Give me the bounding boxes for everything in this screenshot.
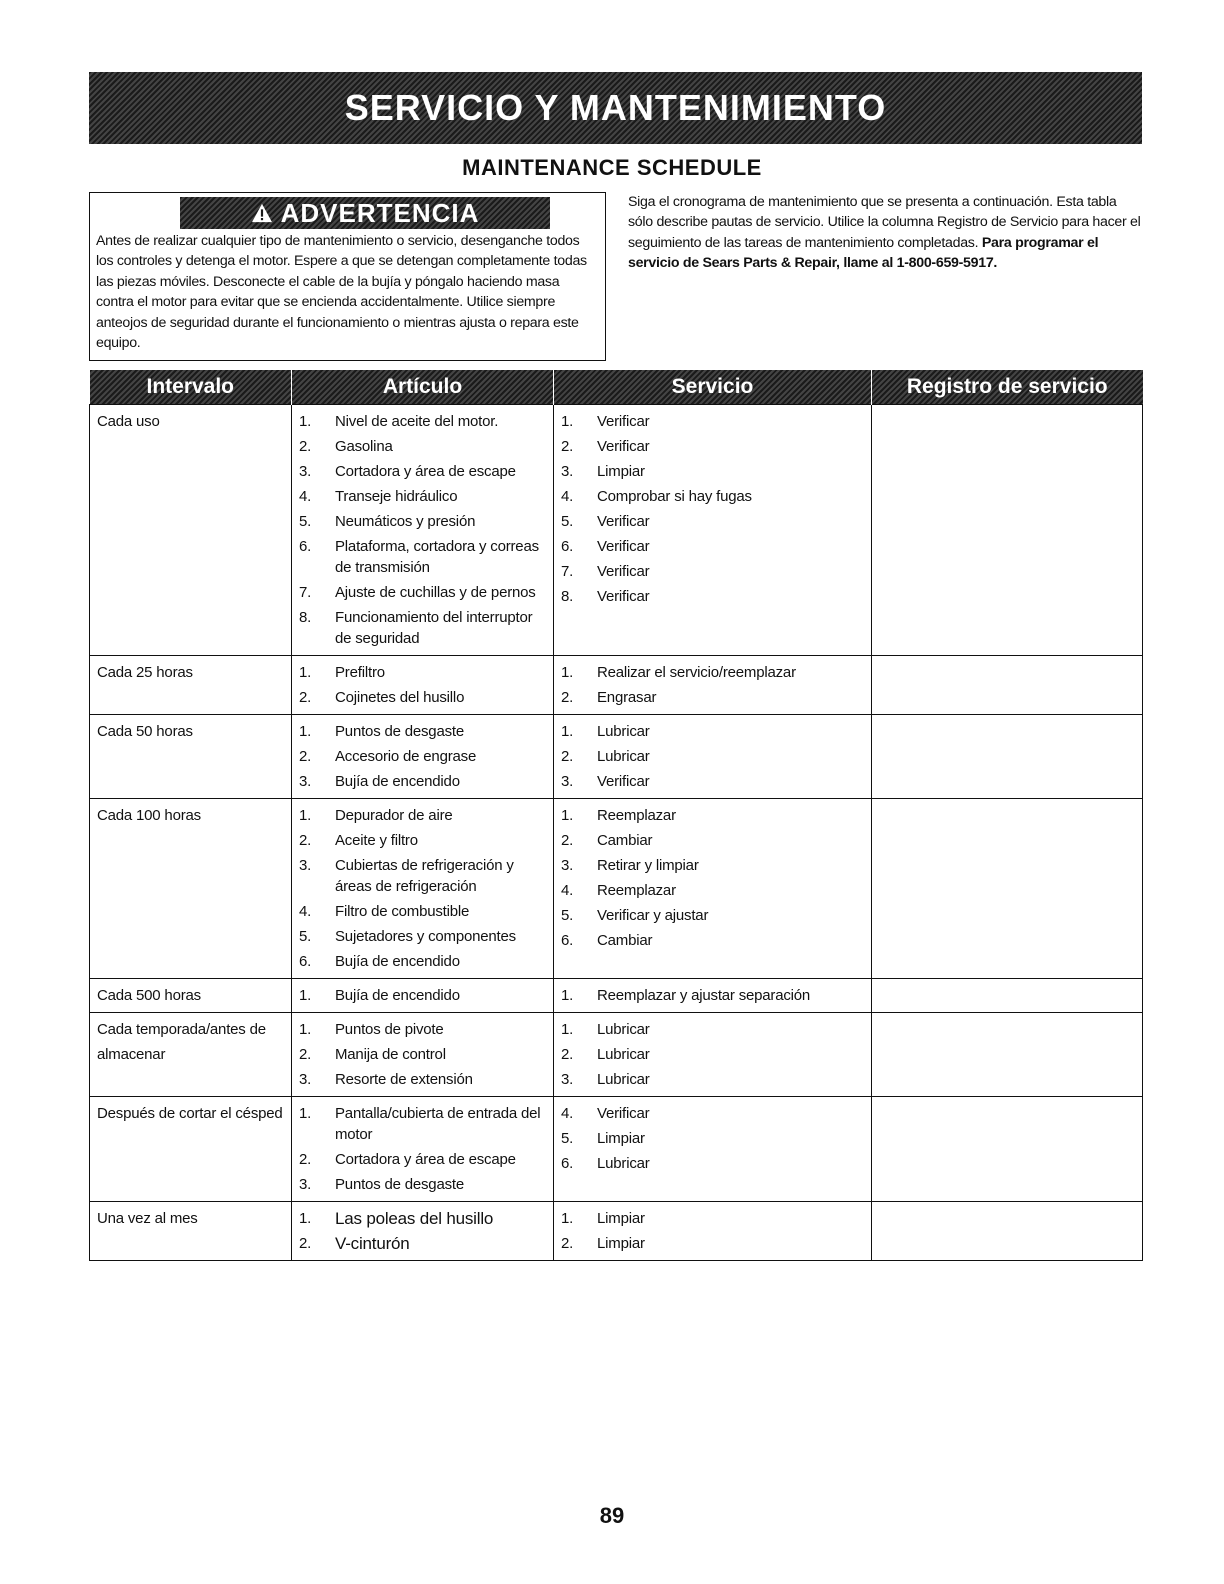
list-number: 2.: [299, 1046, 312, 1063]
list-text: Nivel de aceite del motor.: [335, 413, 499, 430]
list-text: Limpiar: [597, 463, 645, 480]
header-interval: Intervalo: [90, 370, 292, 405]
warning-header: [180, 197, 550, 229]
list-item: [299, 949, 547, 974]
list-text: Puntos de desgaste: [335, 723, 464, 740]
list-item: [561, 1042, 865, 1067]
list-text: Filtro de combustible: [335, 903, 470, 920]
service-cell: [554, 1013, 872, 1097]
list-text: Lubricar: [597, 748, 650, 765]
list-item: [299, 1172, 547, 1197]
interval-cell: Cada temporada/antes de almacenar: [90, 1013, 292, 1097]
list-item: [299, 580, 547, 605]
item-cell: [292, 715, 554, 799]
list-number: 4.: [561, 488, 574, 505]
maintenance-table: [89, 370, 1143, 1261]
list-item: [299, 409, 547, 434]
list-text: Reemplazar: [597, 807, 676, 824]
list-text: Bujía de encendido: [335, 953, 460, 970]
list-item: [561, 853, 865, 878]
list-item: [561, 903, 865, 928]
list-number: 7.: [299, 584, 312, 601]
list-text: Realizar el servicio/reemplazar: [597, 664, 796, 681]
warning-box: [89, 192, 606, 361]
service-record-cell[interactable]: [872, 979, 1143, 1013]
list-number: 2.: [561, 832, 574, 849]
list-text: Reemplazar: [597, 882, 676, 899]
list-item: [561, 1231, 865, 1256]
list-text: Cubiertas de refrigeración y áreas de refrigeración: [335, 857, 514, 895]
list-text: Aceite y filtro: [335, 832, 418, 849]
list-text: Lubricar: [597, 1155, 650, 1172]
list-text: Verificar: [597, 588, 650, 605]
list-number: 1.: [561, 723, 574, 740]
table-row: [90, 1202, 1143, 1261]
service-record-cell[interactable]: [872, 1013, 1143, 1097]
table-row: [90, 715, 1143, 799]
table-header-row: [90, 370, 1143, 405]
service-list: [561, 719, 865, 794]
item-list: [299, 803, 547, 974]
list-number: 8.: [299, 609, 312, 626]
list-number: 6.: [561, 538, 574, 555]
list-text: Depurador de aire: [335, 807, 453, 824]
list-number: 2.: [561, 438, 574, 455]
item-list: [299, 409, 547, 651]
list-text: Cortadora y área de escape: [335, 463, 516, 480]
list-item: [561, 685, 865, 710]
list-number: 3.: [299, 463, 312, 480]
service-cell: [554, 656, 872, 715]
list-number: 1.: [299, 1021, 312, 1038]
list-item: [561, 484, 865, 509]
item-list: [299, 983, 547, 1008]
list-number: 2.: [299, 438, 312, 455]
table-row: [90, 979, 1143, 1013]
list-number: 1.: [561, 987, 574, 1004]
table-row: [90, 1013, 1143, 1097]
list-text: Sujetadores y componentes: [335, 928, 516, 945]
list-text: Las poleas del husillo: [335, 1209, 494, 1228]
list-item: [561, 828, 865, 853]
list-number: 6.: [299, 953, 312, 970]
list-item: [561, 1067, 865, 1092]
item-cell: [292, 1097, 554, 1202]
list-item: [561, 1101, 865, 1126]
interval-cell: Una vez al mes: [90, 1202, 292, 1261]
list-text: Verificar: [597, 438, 650, 455]
list-number: 1.: [561, 664, 574, 681]
list-item: [299, 1017, 547, 1042]
schedule-title: MAINTENANCE SCHEDULE: [462, 155, 762, 180]
list-text: Verificar: [597, 413, 650, 430]
list-number: 3.: [561, 1071, 574, 1088]
list-item: [561, 1151, 865, 1176]
list-number: 3.: [561, 857, 574, 874]
list-number: 2.: [299, 1235, 312, 1252]
list-item: [561, 983, 865, 1008]
list-item: [299, 803, 547, 828]
list-item: [561, 1017, 865, 1042]
list-item: [299, 660, 547, 685]
list-text: Limpiar: [597, 1210, 645, 1227]
list-item: [561, 660, 865, 685]
list-number: 4.: [561, 882, 574, 899]
list-number: 1.: [299, 413, 312, 430]
table-row: [90, 656, 1143, 715]
list-text: Accesorio de engrase: [335, 748, 477, 765]
list-text: Puntos de pivote: [335, 1021, 444, 1038]
table-row: [90, 799, 1143, 979]
list-number: 4.: [561, 1105, 574, 1122]
list-item: [299, 719, 547, 744]
service-record-cell[interactable]: [872, 656, 1143, 715]
list-text: Verificar: [597, 563, 650, 580]
list-item: [299, 1067, 547, 1092]
list-text: Prefiltro: [335, 664, 385, 681]
service-list: [561, 1206, 865, 1256]
list-number: 1.: [299, 1105, 312, 1122]
interval-cell: Cada uso: [90, 405, 292, 656]
list-number: 5.: [561, 907, 574, 924]
list-item: [299, 1206, 547, 1231]
list-number: 8.: [561, 588, 574, 605]
list-text: Bujía de encendido: [335, 773, 460, 790]
table-row: [90, 1097, 1143, 1202]
item-cell: [292, 405, 554, 656]
list-number: 1.: [561, 807, 574, 824]
item-cell: [292, 1202, 554, 1261]
list-item: [299, 605, 547, 651]
header-service: Servicio: [554, 370, 872, 405]
list-item: [299, 744, 547, 769]
service-cell: [554, 715, 872, 799]
list-text: Ajuste de cuchillas y de pernos: [335, 584, 536, 601]
service-record-cell[interactable]: [872, 1202, 1143, 1261]
warning-text: Antes de realizar cualquier tipo de mantenimiento o servicio, desenganche todos los controles y detenga el motor. Espere a que se detengan completamente todas las piezas móviles. Desconecte el cable de la bujía y póngalo haciendo masa contra el motor para evitar que se encienda accidentalmente. Utilice siempre anteojos de seguridad durante el funcionamiento o mientras ajusta o repara este equipo.: [96, 233, 587, 352]
service-list: [561, 1017, 865, 1092]
list-item: [299, 434, 547, 459]
list-text: Neumáticos y presión: [335, 513, 476, 530]
header-item: Artículo: [292, 370, 554, 405]
service-list: [561, 983, 865, 1008]
list-number: 1.: [299, 664, 312, 681]
list-item: [561, 434, 865, 459]
list-item: [561, 459, 865, 484]
list-text: Reemplazar y ajustar separación: [597, 987, 811, 1004]
list-text: Lubricar: [597, 1046, 650, 1063]
service-list: [561, 803, 865, 953]
list-item: [299, 484, 547, 509]
list-item: [299, 1147, 547, 1172]
service-cell: [554, 1202, 872, 1261]
list-item: [299, 769, 547, 794]
service-list: [561, 409, 865, 609]
interval-cell: Cada 50 horas: [90, 715, 292, 799]
list-number: 1.: [561, 1210, 574, 1227]
list-item: [299, 1231, 547, 1256]
list-text: Resorte de extensión: [335, 1071, 473, 1088]
list-item: [299, 924, 547, 949]
list-item: [561, 584, 865, 609]
service-record-cell[interactable]: [872, 715, 1143, 799]
list-text: Cortadora y área de escape: [335, 1151, 516, 1168]
list-number: 2.: [561, 689, 574, 706]
list-item: [561, 409, 865, 434]
service-record-cell[interactable]: [872, 1097, 1143, 1202]
intro-paragraph: [628, 192, 1144, 274]
list-item: [561, 1126, 865, 1151]
list-number: 1.: [561, 1021, 574, 1038]
service-cell: [554, 979, 872, 1013]
section-banner: [89, 72, 1142, 144]
list-text: Verificar: [597, 538, 650, 555]
warning-heading: ADVERTENCIA: [280, 197, 480, 228]
list-item: [561, 803, 865, 828]
list-number: 1.: [299, 723, 312, 740]
service-record-cell[interactable]: [872, 405, 1143, 656]
item-cell: [292, 979, 554, 1013]
list-text: Cambiar: [597, 932, 653, 949]
list-text: Gasolina: [335, 438, 393, 455]
list-item: [561, 509, 865, 534]
list-number: 2.: [299, 689, 312, 706]
list-item: [561, 878, 865, 903]
list-number: 6.: [561, 932, 574, 949]
list-item: [561, 1206, 865, 1231]
list-number: 1.: [299, 1210, 312, 1227]
service-list: [561, 660, 865, 710]
list-number: 5.: [561, 1130, 574, 1147]
list-text: Funcionamiento del interruptor de seguridad: [335, 609, 533, 647]
interval-cell: Cada 100 horas: [90, 799, 292, 979]
item-list: [299, 1017, 547, 1092]
list-item: [299, 459, 547, 484]
list-item: [561, 769, 865, 794]
list-text: Manija de control: [335, 1046, 446, 1063]
list-item: [299, 1101, 547, 1147]
list-number: 3.: [299, 857, 312, 874]
item-list: [299, 1101, 547, 1197]
list-number: 1.: [561, 413, 574, 430]
item-list: [299, 1206, 547, 1256]
item-list: [299, 719, 547, 794]
list-number: 3.: [299, 773, 312, 790]
list-item: [561, 534, 865, 559]
list-number: 3.: [561, 773, 574, 790]
list-text: Limpiar: [597, 1130, 645, 1147]
list-text: Verificar: [597, 1105, 650, 1122]
list-number: 1.: [299, 807, 312, 824]
list-item: [299, 509, 547, 534]
interval-cell: Cada 500 horas: [90, 979, 292, 1013]
list-text: Cambiar: [597, 832, 653, 849]
page-number: 89: [599, 1503, 625, 1528]
intro-contact: Para programar el servicio de Sears Parts & Repair, llame al 1-800-659-5917.: [628, 234, 1099, 272]
service-list: [561, 1101, 865, 1176]
list-text: Comprobar si hay fugas: [597, 488, 752, 505]
list-item: [299, 853, 547, 899]
list-item: [561, 744, 865, 769]
list-text: Limpiar: [597, 1235, 645, 1252]
list-number: 1.: [299, 987, 312, 1004]
list-item: [299, 1042, 547, 1067]
list-number: 2.: [561, 1235, 574, 1252]
list-item: [299, 685, 547, 710]
interval-cell: Después de cortar el césped: [90, 1097, 292, 1202]
list-text: Pantalla/cubierta de entrada del motor: [335, 1105, 541, 1143]
list-item: [561, 559, 865, 584]
list-item: [299, 534, 547, 580]
list-item: [561, 928, 865, 953]
list-item: [299, 983, 547, 1008]
header-service-record: Registro de servicio: [872, 370, 1143, 405]
list-text: Plataforma, cortadora y correas de transmisión: [335, 538, 539, 576]
list-number: 6.: [561, 1155, 574, 1172]
interval-cell: Cada 25 horas: [90, 656, 292, 715]
list-text: Bujía de encendido: [335, 987, 460, 1004]
list-text: Retirar y limpiar: [597, 857, 699, 874]
list-text: Engrasar: [597, 689, 657, 706]
list-number: 2.: [561, 748, 574, 765]
list-text: V-cinturón: [335, 1234, 410, 1253]
list-text: Verificar y ajustar: [597, 907, 709, 924]
list-number: 3.: [299, 1176, 312, 1193]
service-cell: [554, 1097, 872, 1202]
list-number: 5.: [299, 513, 312, 530]
list-number: 4.: [299, 488, 312, 505]
list-item: [299, 828, 547, 853]
alert-triangle-icon: [251, 203, 273, 223]
list-number: 2.: [299, 832, 312, 849]
list-text: Cojinetes del husillo: [335, 689, 465, 706]
list-text: Lubricar: [597, 1021, 650, 1038]
list-text: Lubricar: [597, 723, 650, 740]
list-number: 2.: [299, 748, 312, 765]
table-row: [90, 405, 1143, 656]
section-title: SERVICIO Y MANTENIMIENTO: [344, 87, 887, 128]
list-number: 4.: [299, 903, 312, 920]
intro-text: Siga el cronograma de mantenimiento que se presenta a continuación. Esta tabla sólo describe pautas de servicio. Utilice la columna Registro de Servicio para hacer el seguimiento de las tareas de mantenimiento completadas.: [628, 194, 1141, 251]
item-cell: [292, 1013, 554, 1097]
list-number: 5.: [561, 513, 574, 530]
list-number: 6.: [299, 538, 312, 555]
list-number: 3.: [299, 1071, 312, 1088]
list-text: Transeje hidráulico: [335, 488, 458, 505]
list-text: Verificar: [597, 773, 650, 790]
list-number: 2.: [561, 1046, 574, 1063]
list-number: 3.: [561, 463, 574, 480]
list-text: Lubricar: [597, 1071, 650, 1088]
service-cell: [554, 799, 872, 979]
list-number: 5.: [299, 928, 312, 945]
item-cell: [292, 799, 554, 979]
list-item: [561, 719, 865, 744]
list-text: Verificar: [597, 513, 650, 530]
list-number: 7.: [561, 563, 574, 580]
service-record-cell[interactable]: [872, 799, 1143, 979]
list-number: 2.: [299, 1151, 312, 1168]
list-item: [299, 899, 547, 924]
service-cell: [554, 405, 872, 656]
list-text: Puntos de desgaste: [335, 1176, 464, 1193]
item-cell: [292, 656, 554, 715]
item-list: [299, 660, 547, 710]
